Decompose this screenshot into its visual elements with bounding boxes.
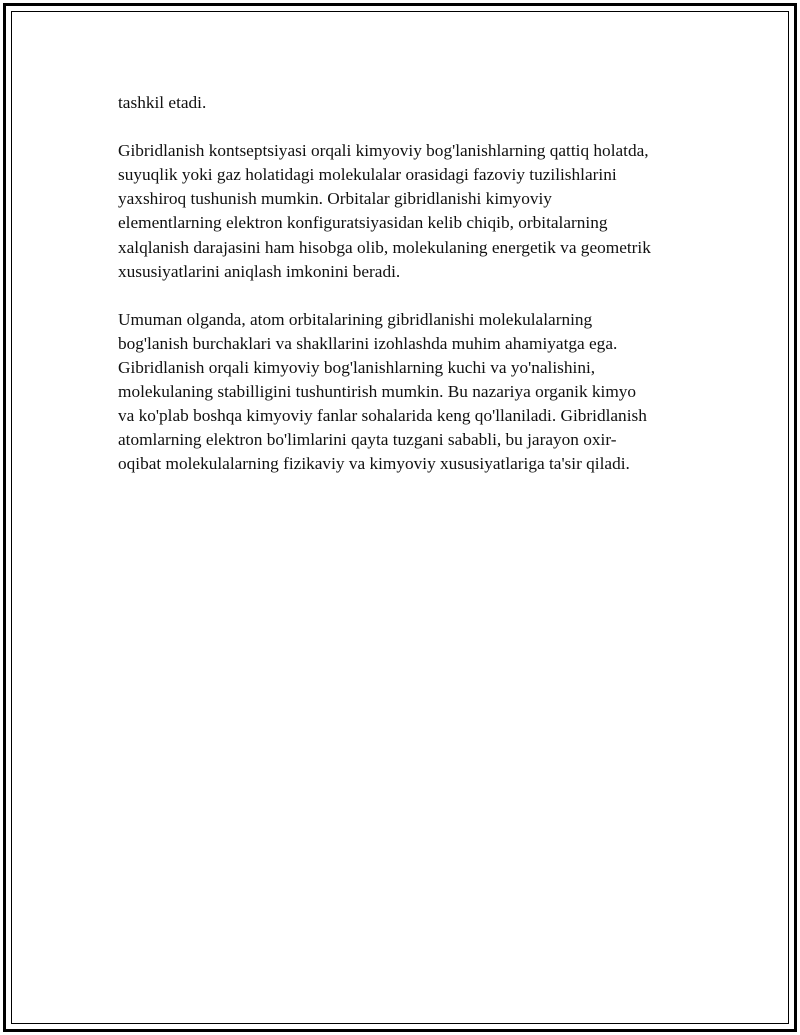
text-line: elementlarning elektron konfiguratsiyasidan kelib chiqib, orbitalarning [118, 213, 608, 233]
text-line: atomlarning elektron bo'limlarini qayta tuzgani sababli, bu jarayon oxir- [118, 430, 617, 450]
text-line: xalqlanish darajasini ham hisobga olib, molekulaning energetik va geometrik [118, 237, 651, 257]
text-line: xususiyatlarini aniqlash imkonini beradi. [118, 261, 401, 281]
text-line: oqibat molekulalarning fizikaviy va kimyoviy xususiyatlariga ta'sir qiladi. [118, 454, 630, 474]
text-line: Gibridlanish kontseptsiyasi orqali kimyoviy bog'lanishlarning qattiq holatda, [118, 141, 649, 161]
paragraph-3 [118, 308, 698, 477]
text-line: yaxshiroq tushunish mumkin. Orbitalar gibridlanishi kimyoviy [118, 189, 552, 209]
paragraph-2 [118, 139, 698, 284]
document-body [118, 91, 698, 501]
text-line: va ko'plab boshqa kimyoviy fanlar sohalarida keng qo'llaniladi. Gibridlanish [118, 406, 647, 426]
paragraph-1 [118, 91, 698, 115]
text-line: Gibridlanish orqali kimyoviy bog'lanishlarning kuchi va yo'nalishini, [118, 358, 596, 378]
text-line: molekulaning stabilligini tushuntirish mumkin. Bu nazariya organik kimyo [118, 382, 637, 402]
text-line: tashkil etadi. [118, 93, 207, 112]
text-line: Umuman olganda, atom orbitalarining gibridlanishi molekulalarning [118, 309, 593, 329]
text-line: bog'lanish burchaklari va shakllarini izohlashda muhim ahamiyatga ega. [118, 333, 618, 353]
text-line: suyuqlik yoki gaz holatidagi molekulalar orasidagi fazoviy tuzilishlarini [118, 165, 617, 185]
